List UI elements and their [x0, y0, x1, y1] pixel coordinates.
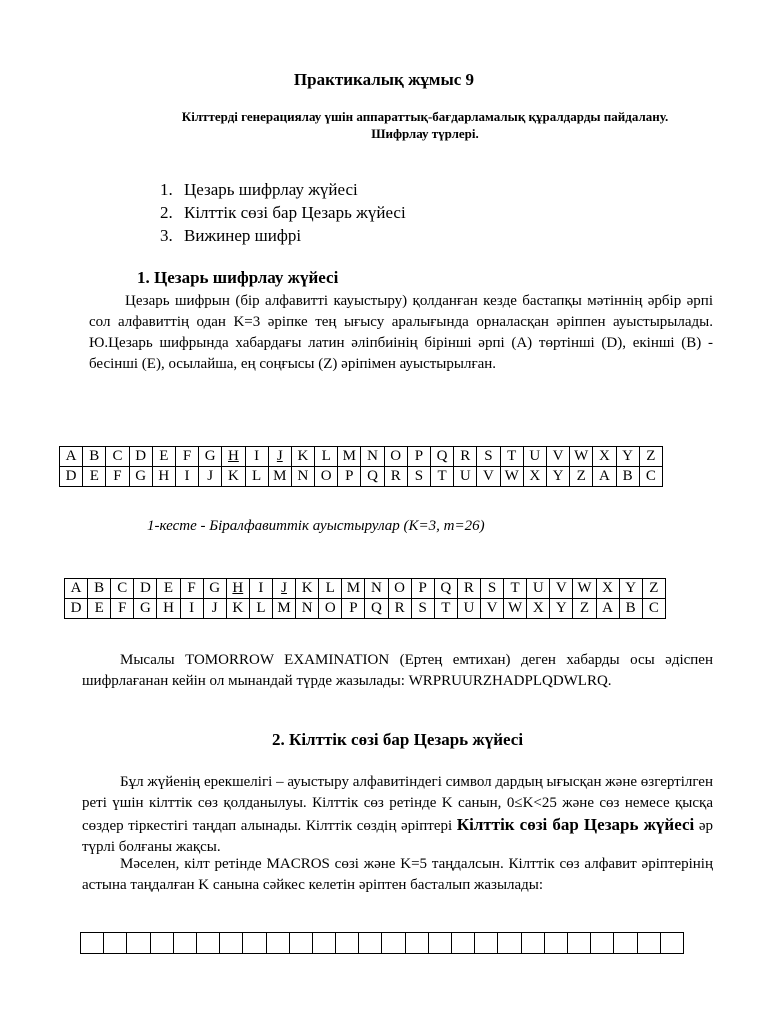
cipher-letter-cell: R [388, 599, 411, 619]
cipher-letter-cell: W [500, 467, 523, 487]
cipher-letter-cell: P [342, 599, 365, 619]
cipher-letter-cell: C [639, 467, 662, 487]
page-title: Практикалық жұмыс 9 [293, 70, 475, 89]
section2-text-end: әр түрлі болғаны жақсы. [82, 818, 713, 855]
blank-cell [104, 933, 127, 954]
plain-letter-cell: O [384, 447, 407, 467]
cipher-letter-cell: H [152, 467, 175, 487]
plain-letter-cell: J [272, 579, 295, 599]
cipher-letter-cell: W [504, 599, 527, 619]
section1-paragraph: Цезарь шифрын (бір алфавитті кауыстыру) қолданған кезде бастапқы мәтіннің әрбір әрпі сол алфавиттің одан K=3 әріпке тең ығысу аралығында орналасқан әріппен ауыстырылады. Ю.Цезарь шифрында хабардағы латин әліпбиінің бірінші әрпі (А) төртінші (D), екінші (В) - бесінші (Е), осылайша, ең соңғысы (Z) әріпімен ауыстырылған. [89, 293, 713, 372]
plain-letter-cell: P [411, 579, 434, 599]
toc-item [160, 178, 406, 201]
plain-letter-cell: T [504, 579, 527, 599]
cipher-letter-cell: T [431, 467, 454, 487]
toc-label: Вижинер шифрі [184, 226, 302, 245]
cipher-letter-cell: F [106, 467, 129, 487]
cipher-letter-cell: K [222, 467, 245, 487]
plain-letter-cell: Y [616, 447, 639, 467]
cipher-row [65, 599, 666, 619]
plain-letter-cell: B [83, 447, 106, 467]
plain-letter-cell: W [570, 447, 593, 467]
section2-paragraph-1 [82, 772, 713, 858]
blank-cell [312, 933, 335, 954]
blank-cell [220, 933, 243, 954]
blank-cell [660, 933, 683, 954]
cipher-letter-cell: N [296, 599, 319, 619]
section2-heading: 2. Кілттік сөзі бар Цезарь жүйесі [272, 730, 524, 749]
plain-letter-cell: S [477, 447, 500, 467]
plain-letter-cell: Z [642, 579, 665, 599]
cipher-letter-cell: E [83, 467, 106, 487]
blank-cell [196, 933, 219, 954]
plain-letter-cell: R [454, 447, 477, 467]
blank-cell [127, 933, 150, 954]
plain-letter-cell: U [527, 579, 550, 599]
cipher-letter-cell: L [249, 599, 272, 619]
plain-letter-cell: G [199, 447, 222, 467]
toc-label: Цезарь шифрлау жүйесі [184, 180, 358, 199]
blank-cell [266, 933, 289, 954]
cipher-letter-cell: D [60, 467, 83, 487]
section2-text: Бұл жүйенің ерекшелігі – ауыстыру алфавитіндегі символ дардың ығысқан және өзгертілген реті үшін кілттік сөз қолданылуы. Кілттік сөз ретінде K санын, 0≤K<25 және сөз немесе қысқа сөздер тіркестігі таңдап алынады. Кілттік сөздің әріптері [82, 774, 713, 834]
cipher-letter-cell: X [523, 467, 546, 487]
blank-cell [591, 933, 614, 954]
plain-letter-cell: Q [434, 579, 457, 599]
plain-letter-cell: T [500, 447, 523, 467]
plain-letter-cell: P [407, 447, 430, 467]
cipher-letter-cell: V [480, 599, 503, 619]
plain-letter-cell: U [523, 447, 546, 467]
cipher-letter-cell: O [315, 467, 338, 487]
plain-letter-cell: J [268, 447, 291, 467]
cipher-letter-cell: H [157, 599, 180, 619]
plain-letter-cell: I [245, 447, 268, 467]
plain-letter-cell: N [365, 579, 388, 599]
plain-letter-cell: O [388, 579, 411, 599]
cipher-letter-cell: E [88, 599, 111, 619]
blank-cell [521, 933, 544, 954]
cipher-letter-cell: Y [550, 599, 573, 619]
plain-letter-cell: A [60, 447, 83, 467]
blank-cell [428, 933, 451, 954]
cipher-letter-cell: V [477, 467, 500, 487]
plain-letter-cell: D [129, 447, 152, 467]
plain-letter-cell: H [226, 579, 249, 599]
plain-letter-cell: Z [639, 447, 662, 467]
cipher-letter-cell: Z [570, 467, 593, 487]
plain-letter-cell: Q [431, 447, 454, 467]
plain-letter-cell: C [106, 447, 129, 467]
blank-cell [567, 933, 590, 954]
cipher-letter-cell: J [203, 599, 226, 619]
blank-cell [637, 933, 660, 954]
plain-letter-cell: F [175, 447, 198, 467]
table-of-contents [160, 178, 406, 247]
plain-letter-cell: H [222, 447, 245, 467]
cipher-letter-cell: I [180, 599, 203, 619]
cipher-letter-cell: Q [365, 599, 388, 619]
cipher-letter-cell: N [291, 467, 314, 487]
toc-item [160, 224, 406, 247]
plain-row [60, 447, 663, 467]
cipher-letter-cell: M [272, 599, 295, 619]
plain-letter-cell: X [593, 447, 616, 467]
plain-letter-cell: M [342, 579, 365, 599]
plain-letter-cell: A [65, 579, 88, 599]
toc-number: 2. [160, 203, 173, 222]
cipher-letter-cell: U [454, 467, 477, 487]
plain-letter-cell: K [291, 447, 314, 467]
cipher-row [60, 467, 663, 487]
cipher-letter-cell: U [457, 599, 480, 619]
blank-cell [382, 933, 405, 954]
plain-letter-cell: B [88, 579, 111, 599]
blank-cell [150, 933, 173, 954]
cipher-table-1 [59, 446, 663, 487]
cipher-letter-cell: O [319, 599, 342, 619]
cipher-letter-cell: R [384, 467, 407, 487]
plain-letter-cell: E [157, 579, 180, 599]
cipher-letter-cell: F [111, 599, 134, 619]
blank-cell [475, 933, 498, 954]
plain-letter-cell: R [457, 579, 480, 599]
plain-letter-cell: L [319, 579, 342, 599]
plain-letter-cell: E [152, 447, 175, 467]
plain-letter-cell: M [338, 447, 361, 467]
cipher-letter-cell: M [268, 467, 291, 487]
plain-letter-cell: F [180, 579, 203, 599]
plain-letter-cell: G [203, 579, 226, 599]
plain-letter-cell: X [596, 579, 619, 599]
cipher-letter-cell: S [407, 467, 430, 487]
blank-row [81, 933, 684, 954]
toc-number: 1. [160, 180, 173, 199]
cipher-letter-cell: C [642, 599, 665, 619]
plain-letter-cell: S [480, 579, 503, 599]
plain-letter-cell: V [546, 447, 569, 467]
cipher-letter-cell: I [175, 467, 198, 487]
cipher-letter-cell: Z [573, 599, 596, 619]
toc-number: 3. [160, 226, 173, 245]
cipher-letter-cell: G [134, 599, 157, 619]
cipher-letter-cell: Q [361, 467, 384, 487]
cipher-letter-cell: J [199, 467, 222, 487]
plain-letter-cell: N [361, 447, 384, 467]
blank-cell [405, 933, 428, 954]
blank-cell [614, 933, 637, 954]
cipher-letter-cell: G [129, 467, 152, 487]
section2-bold-phrase: Кілттік сөзі бар Цезарь жүйесі [456, 815, 695, 834]
cipher-letter-cell: P [338, 467, 361, 487]
page-subtitle: Кілттерді генерациялау үшін аппараттық-бағдарламалық құралдарды пайдалану. Шифрлау түрлері. [181, 109, 669, 141]
cipher-letter-cell: B [616, 467, 639, 487]
example-paragraph: Мысалы TOMORROW EXAMINATION (Ертең емтихан) деген хабарды осы әдіспен шифрлағанан кейін ол мынандай түрде жазылады: WRPRUURZHADPLQDWLRQ. [82, 652, 713, 689]
section2-paragraph-2: Мәселен, кілт ретінде MACROS сөзі және K=5 таңдалсын. Кілттік сөз алфавит әріптерінің астына таңдалған K санына сәйкес келетін әріптен басталып жазылады: [82, 856, 713, 893]
blank-cell [81, 933, 104, 954]
blank-table [80, 932, 684, 954]
plain-letter-cell: L [315, 447, 338, 467]
blank-cell [173, 933, 196, 954]
section1-heading: 1. Цезарь шифрлау жүйесі [137, 268, 339, 287]
cipher-letter-cell: S [411, 599, 434, 619]
blank-cell [359, 933, 382, 954]
cipher-letter-cell: T [434, 599, 457, 619]
plain-letter-cell: V [550, 579, 573, 599]
plain-letter-cell: D [134, 579, 157, 599]
toc-item [160, 201, 406, 224]
blank-cell [544, 933, 567, 954]
cipher-letter-cell: B [619, 599, 642, 619]
blank-cell [336, 933, 359, 954]
plain-letter-cell: Y [619, 579, 642, 599]
cipher-letter-cell: L [245, 467, 268, 487]
plain-letter-cell: K [296, 579, 319, 599]
blank-cell [243, 933, 266, 954]
table-caption: 1-кесте - Біралфавиттік ауыстырулар (K=3, m=26) [147, 518, 485, 534]
plain-letter-cell: I [249, 579, 272, 599]
cipher-letter-cell: A [596, 599, 619, 619]
blank-cell [452, 933, 475, 954]
cipher-letter-cell: K [226, 599, 249, 619]
cipher-table-2 [64, 578, 666, 619]
blank-cell [289, 933, 312, 954]
blank-cell [498, 933, 521, 954]
cipher-letter-cell: A [593, 467, 616, 487]
toc-label: Кілттік сөзі бар Цезарь жүйесі [184, 203, 406, 222]
plain-letter-cell: W [573, 579, 596, 599]
cipher-letter-cell: Y [546, 467, 569, 487]
cipher-letter-cell: D [65, 599, 88, 619]
plain-row [65, 579, 666, 599]
plain-letter-cell: C [111, 579, 134, 599]
cipher-letter-cell: X [527, 599, 550, 619]
